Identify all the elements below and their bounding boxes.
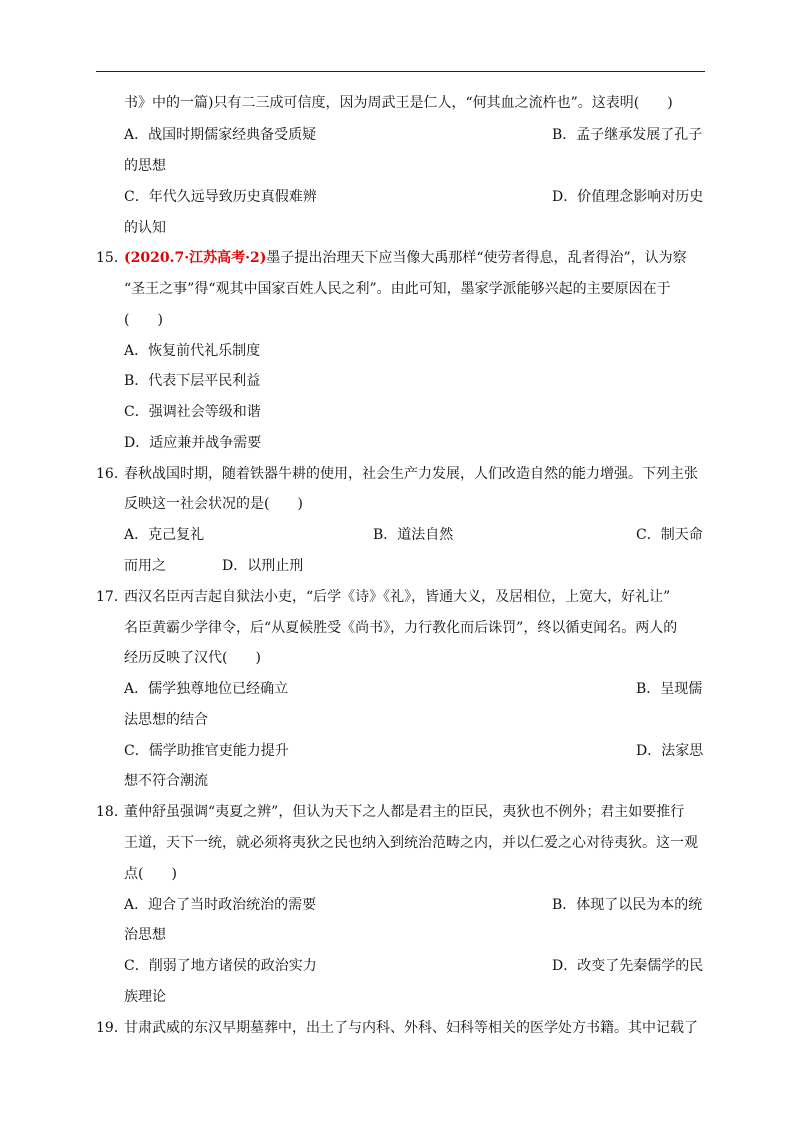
q18-option-d: D．改变了先秦儒学的民 bbox=[552, 958, 704, 974]
q18-stem-line2: 王道，天下一统，就必须将夷狄之民也纳入到统治范畴之内，并以仁爱之心对待夷狄。这一观 bbox=[124, 835, 698, 851]
q17-option-b: B．呈现儒 bbox=[636, 681, 703, 697]
q16-stem-line1: 春秋战国时期，随着铁器牛耕的使用，社会生产力发展，人们改造自然的能力增强。下列主张 bbox=[124, 466, 698, 482]
q17-option-a: A．儒学独尊地位已经确立 bbox=[124, 681, 289, 697]
q17-option-d-cont: 想不符合潮流 bbox=[124, 773, 208, 789]
q19-number: 19． bbox=[96, 1020, 128, 1036]
q15-stem-line1 bbox=[124, 248, 687, 268]
q16-number: 16． bbox=[96, 466, 128, 482]
q17-number: 17． bbox=[96, 589, 128, 605]
q17-stem-line2: 名臣黄霸少学律令，后“从夏候胜受《尚书》，力行教化而后诛罚”，终以循吏闻名。两人的 bbox=[124, 620, 678, 636]
q18-option-a: A．迎合了当时政治统治的需要 bbox=[124, 897, 317, 913]
q18-stem-line3: 点( ) bbox=[124, 866, 177, 882]
q16-option-b: B．道法自然 bbox=[373, 527, 454, 543]
q15-stem-line2: “圣王之事”得“观其中国家百姓人民之利”。由此可知，墨家学派能够兴起的主要原因在于 bbox=[124, 281, 671, 297]
q19-stem-line1: 甘肃武威的东汉早期墓葬中，出土了与内科、外科、妇科等相关的医学处方书籍。其中记载了 bbox=[124, 1020, 698, 1036]
header-rule bbox=[96, 71, 705, 72]
q14-option-c: C．年代久远导致历史真假难辨 bbox=[124, 189, 317, 205]
q18-option-d-cont: 族理论 bbox=[124, 989, 166, 1005]
q15-source: (2020.7·江苏高考·2) bbox=[124, 250, 267, 266]
q16-option-c: C．制天命 bbox=[636, 527, 703, 543]
q15-stem1: 墨子提出治理天下应当像大禹那样“使劳者得息，乱者得治”，认为察 bbox=[266, 250, 687, 266]
q16-stem-line2: 反映这一社会状况的是( ) bbox=[124, 496, 303, 512]
q15-option-b: B．代表下层平民利益 bbox=[124, 373, 261, 389]
q16-option-d: D．以刑止刑 bbox=[222, 558, 304, 574]
q15-option-c: C．强调社会等级和谐 bbox=[124, 404, 261, 420]
q17-option-d: D．法家思 bbox=[636, 743, 704, 759]
q18-option-c: C．削弱了地方诸侯的政治实力 bbox=[124, 958, 317, 974]
q17-option-b-cont: 法思想的结合 bbox=[124, 712, 208, 728]
q14-option-b-cont: 的思想 bbox=[124, 158, 166, 174]
q14-option-b: B．孟子继承发展了孔子 bbox=[552, 127, 703, 143]
q14-option-d-cont: 的认知 bbox=[124, 220, 166, 236]
q14-option-a: A．战国时期儒家经典备受质疑 bbox=[124, 127, 317, 143]
q15-number: 15． bbox=[96, 250, 128, 266]
q14-stem-tail: 书》中的一篇)只有二三成可信度，因为周武王是仁人，“何其血之流杵也”。这表明( ) bbox=[124, 95, 673, 111]
q14-option-d: D．价值理念影响对历史 bbox=[552, 189, 704, 205]
q18-stem-line1: 董仲舒虽强调“夷夏之辨”，但认为天下之人都是君主的臣民，夷狄也不例外；君主如要推行 bbox=[124, 804, 685, 820]
q16-option-a: A．克己复礼 bbox=[124, 527, 205, 543]
q17-option-c: C．儒学助推官吏能力提升 bbox=[124, 743, 289, 759]
q18-option-b: B．体现了以民为本的统 bbox=[552, 897, 703, 913]
q17-stem-line1: 西汉名臣丙吉起自狱法小吏，“后学《诗》《礼》，皆通大义，及居相位，上宽大，好礼让” bbox=[124, 589, 671, 605]
q15-option-a: A．恢复前代礼乐制度 bbox=[124, 343, 261, 359]
q15-stem-line3: ( ) bbox=[124, 312, 163, 328]
q17-stem-line3: 经历反映了汉代( ) bbox=[124, 650, 261, 666]
q16-option-c-cont: 而用之 bbox=[124, 558, 166, 574]
q18-number: 18． bbox=[96, 804, 128, 820]
q15-option-d: D．适应兼并战争需要 bbox=[124, 435, 262, 451]
q18-option-b-cont: 治思想 bbox=[124, 927, 166, 943]
